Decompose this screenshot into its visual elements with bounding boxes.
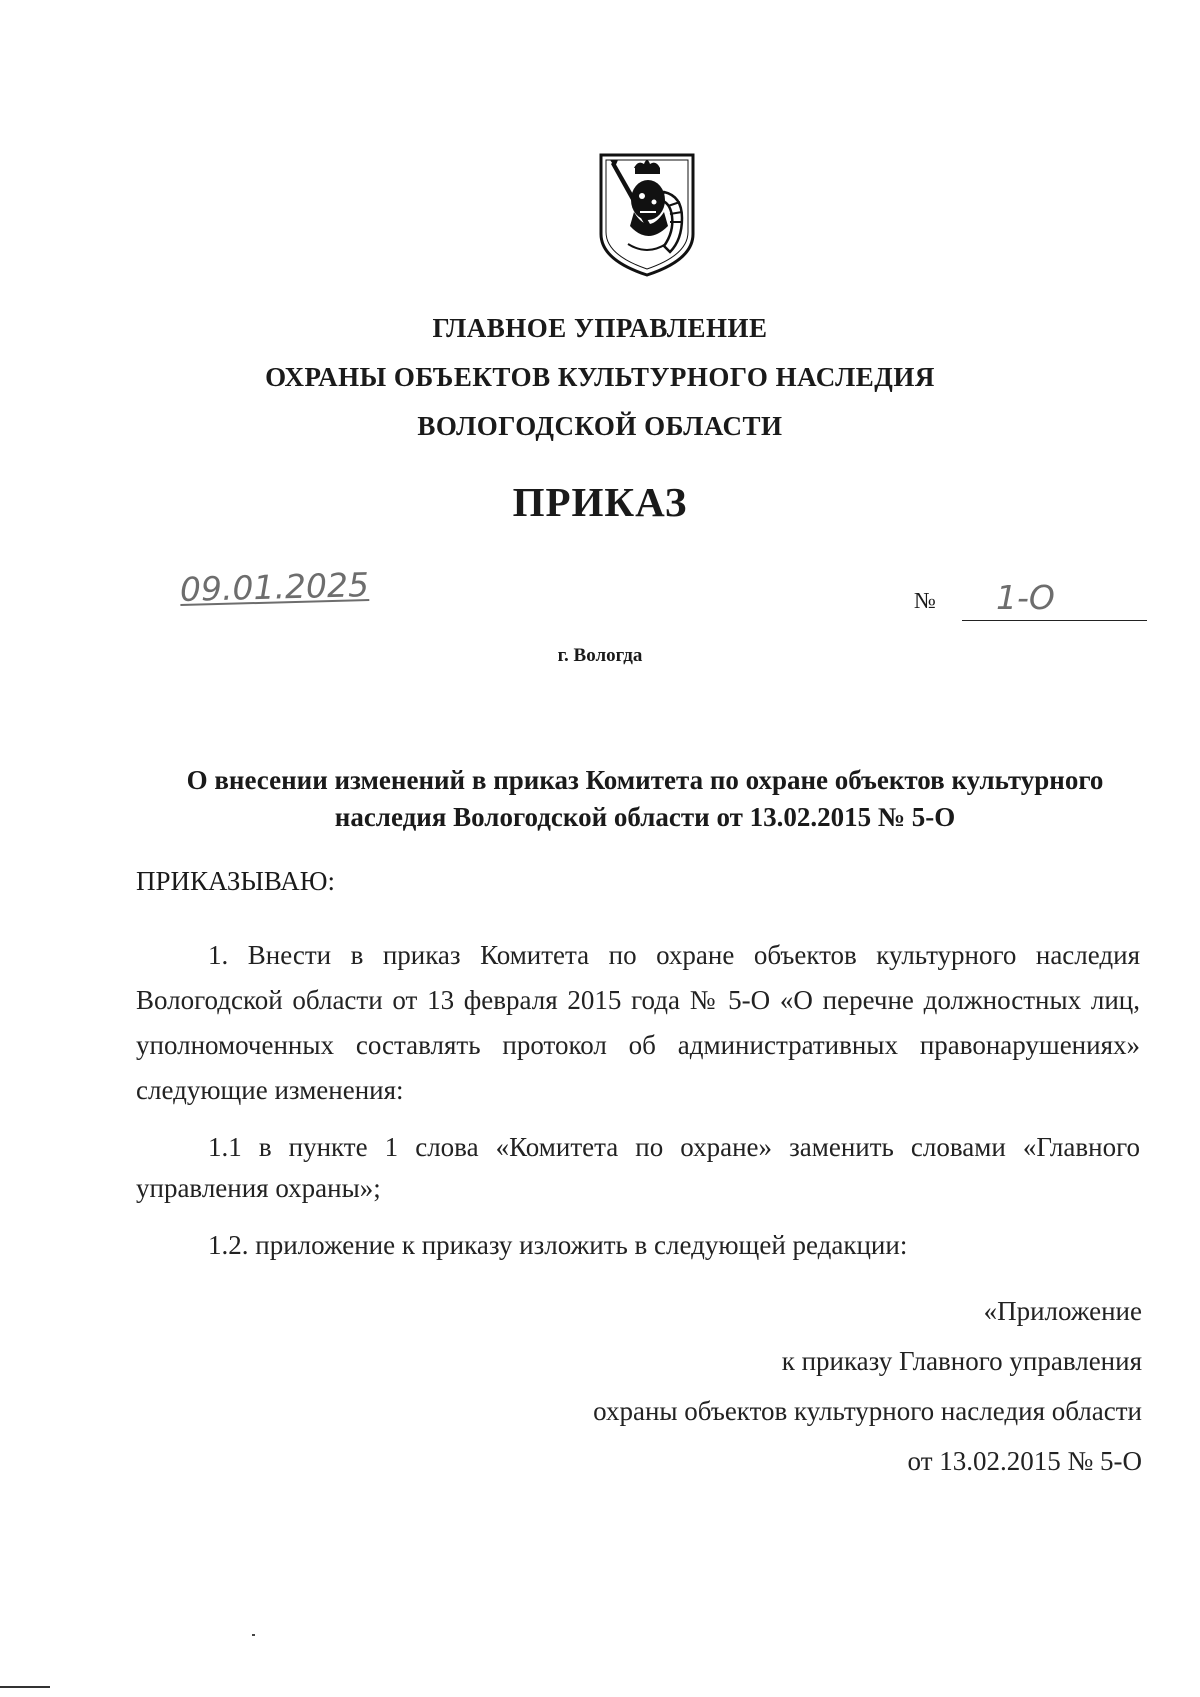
org-title-line-1: ГЛАВНОЕ УПРАВЛЕНИЕ [432,313,768,343]
paragraph-1-2: 1.2. приложение к приказу изложить в следующей редакции: [208,1230,908,1260]
annex-heading [593,1286,1142,1486]
annex-line-2: к приказу Главного управления [781,1346,1142,1376]
subject-line-1: О внесении изменений в приказ Комитета по охране объектов культурного [186,765,1104,795]
annex-line-1: «Приложение [983,1296,1142,1326]
scan-edge-mark [0,1686,50,1688]
document-subject [120,762,1170,836]
scan-speck [252,1634,255,1636]
annex-line-4: от 13.02.2015 № 5-О [907,1446,1142,1476]
document-type-heading: ПРИКАЗ [512,479,688,525]
coat-of-arms-icon [598,152,696,278]
order-word: ПРИКАЗЫВАЮ: [136,866,335,896]
paragraph-1-1: 1.1 в пункте 1 слова «Комитета по охране» заменить словами «Главного управления охраны»; [136,1132,1140,1203]
paragraph-1: 1. Внести в приказ Комитета по охране объектов культурного наследия Вологодской области от 13 февраля 2015 года № 5-О «О перечне должностных лиц, уполномоченных составлять протокол об административных правонарушениях» следующие изменения: [136,940,1140,1105]
annex-line-3: охраны объектов культурного наследия области [593,1396,1142,1426]
city-label: г. Вологда [557,645,643,666]
handwritten-number: 1-О [996,578,1055,617]
handwritten-date: 09.01.2025 [179,565,370,609]
org-title-line-2: ОХРАНЫ ОБЪЕКТОВ КУЛЬТУРНОГО НАСЛЕДИЯ [265,362,935,392]
subject-line-2: наследия Вологодской области от 13.02.2015 № 5-О [334,802,956,832]
number-label: № [914,588,936,613]
org-title-line-3: ВОЛОГОДСКОЙ ОБЛАСТИ [417,411,783,441]
number-underline [962,620,1147,621]
organization-title [0,304,1200,451]
document-body [136,933,1140,1267]
